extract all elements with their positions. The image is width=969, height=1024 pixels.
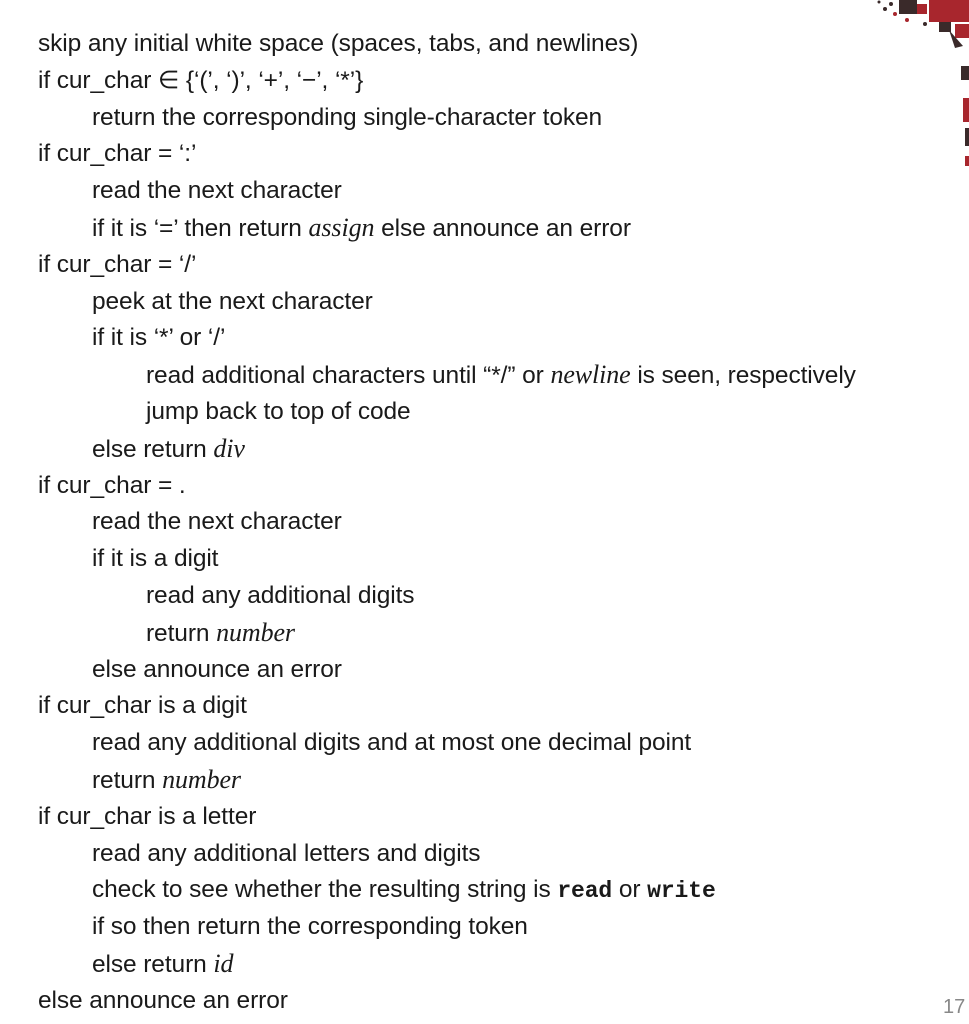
code-text: if so then return the corresponding token xyxy=(92,913,528,941)
code-text: if cur_char is a digit xyxy=(38,692,247,720)
code-line xyxy=(38,946,968,983)
code-text: or xyxy=(612,876,648,904)
code-line xyxy=(38,872,968,909)
code-text: if cur_char = ‘:’ xyxy=(38,140,197,168)
code-text: if it is ‘=’ then return xyxy=(92,214,309,242)
code-line xyxy=(38,725,968,762)
code-text: read additional characters until “*/” or xyxy=(146,362,551,390)
code-text: jump back to top of code xyxy=(146,397,411,425)
token-name: id xyxy=(213,948,234,978)
code-text: if cur_char ∈ {‘(’, ‘)’, ‘+’, ‘−’, ‘*’} xyxy=(38,66,364,94)
keyword-read: read xyxy=(557,878,613,905)
code-line xyxy=(38,63,968,100)
pseudocode-block xyxy=(38,26,968,1020)
code-line xyxy=(38,615,968,652)
code-text: if it is ‘*’ or ‘/’ xyxy=(92,324,226,352)
code-text: else announce an error xyxy=(374,214,631,242)
page-number: 17 xyxy=(943,996,966,1018)
code-text: return xyxy=(92,766,163,794)
code-text: read any additional digits and at most one decimal point xyxy=(92,729,692,757)
code-line xyxy=(38,578,968,615)
code-text: else announce an error xyxy=(38,986,288,1014)
code-line xyxy=(38,983,968,1020)
code-line xyxy=(38,541,968,578)
code-text: else return xyxy=(92,950,214,978)
token-name: div xyxy=(213,433,245,463)
code-text: if cur_char = . xyxy=(38,471,186,499)
code-line xyxy=(38,136,968,173)
code-text: read any additional digits xyxy=(146,581,415,609)
code-line xyxy=(38,431,968,468)
code-text: read any additional letters and digits xyxy=(92,839,481,867)
code-line xyxy=(38,284,968,321)
code-text: peek at the next character xyxy=(92,287,373,315)
token-name: newline xyxy=(550,360,631,390)
code-text: is seen, respectively xyxy=(630,362,856,390)
token-name: assign xyxy=(308,212,375,242)
code-line xyxy=(38,173,968,210)
code-line xyxy=(38,688,968,725)
code-text: check to see whether the resulting string is xyxy=(92,876,558,904)
code-text: else announce an error xyxy=(92,655,342,683)
code-text: read the next character xyxy=(92,508,342,536)
code-line xyxy=(38,210,968,247)
code-text: read the next character xyxy=(92,177,342,205)
token-name: number xyxy=(216,617,295,647)
code-line xyxy=(38,320,968,357)
code-line xyxy=(38,799,968,836)
code-text: if cur_char = ‘/’ xyxy=(38,250,197,278)
code-line xyxy=(38,504,968,541)
code-line xyxy=(38,247,968,284)
code-text: if it is a digit xyxy=(92,545,219,573)
code-line xyxy=(38,468,968,505)
code-text: if cur_char is a letter xyxy=(38,802,257,830)
code-text: return xyxy=(146,619,217,647)
code-line xyxy=(38,100,968,137)
code-line xyxy=(38,909,968,946)
code-text: else return xyxy=(92,435,214,463)
token-name: number xyxy=(162,764,241,794)
code-line xyxy=(38,652,968,689)
code-line xyxy=(38,836,968,873)
keyword-write: write xyxy=(647,878,716,905)
code-line xyxy=(38,762,968,799)
code-text: return the corresponding single-character token xyxy=(92,103,603,131)
code-text: skip any initial white space (spaces, tabs, and newlines) xyxy=(38,30,639,57)
code-line xyxy=(38,357,968,394)
code-line xyxy=(38,26,968,63)
code-line xyxy=(38,394,968,431)
